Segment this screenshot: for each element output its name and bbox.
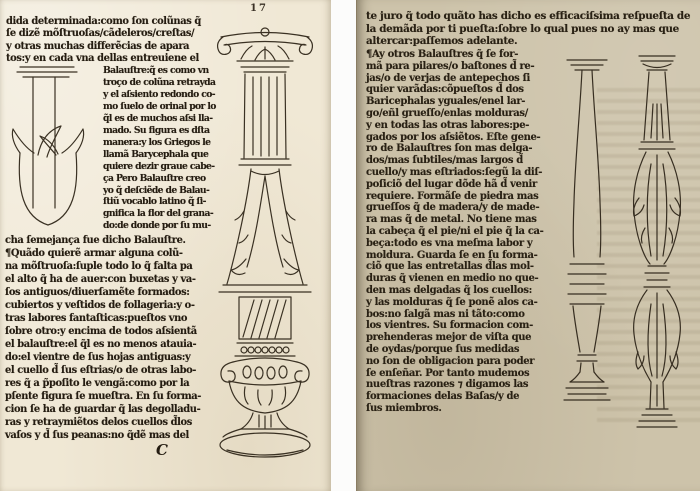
text-line: quiere dezir graue cabe- [103, 160, 215, 172]
text-line: ſus miembros. [366, 402, 442, 414]
text-line: gados por los aſsiẽtos. Eſte gene- [366, 131, 541, 143]
text-line: te juro q̃ todo quãto has dicho es efficaciſsima reſpueſta de [366, 10, 691, 22]
text-line: vaſos y d̃ ſus peanas:no q̃dẽ mas del [5, 430, 189, 441]
text-line: el cuello d̃ ſus eſtrias/o de otras labo- [5, 365, 196, 376]
text-line: cuello/y mas eſtriados:ſegũ la diſ- [366, 166, 543, 178]
text-line: prehenderas mejor de viſta que [366, 332, 532, 344]
text-line: dos/mas ſubtiles/mas largos d̃ [366, 155, 523, 167]
text-line: ra mas q̃ de metal. No tiene mas [366, 214, 537, 226]
text-line: den mas delgadas q̃ los cuellos: [366, 284, 533, 296]
text-line: duras q̃ vienen en medio no que- [366, 273, 539, 285]
text-line: tos:y en cada vna dellas entreuiene el [6, 53, 199, 65]
double-balusters-woodcut [547, 52, 697, 432]
text-line: llamã Barycephala que [103, 148, 209, 160]
text-line: requiere. Formãſe de piedra mas [366, 190, 539, 202]
text-line: yo q̃ deſciẽde de Balau- [103, 184, 210, 196]
text-line: tras labores fantaſticas:pueſtos vno [5, 313, 188, 324]
text-line: pſente figura ſe mueſtra. En ſu forma- [5, 391, 201, 402]
text-line: el balauſtre:el q̃l es no menos atauia- [5, 339, 197, 350]
text-line: q̃l es de muchos aſsi lla- [103, 112, 213, 124]
text-line: troço de colũna retrayda [103, 76, 216, 88]
text-line: do:el vientre de ſus hojas antiguas:y [5, 352, 191, 363]
left-bottom-paragraph [5, 234, 201, 442]
text-line: gnifica la flor del grana- [103, 208, 214, 220]
text-line: no ſon de obligacion para poder [366, 355, 535, 367]
text-line: do:de donde por ſu mu- [103, 220, 211, 232]
text-line: beça:todo es vna meſma labor y [366, 237, 533, 249]
text-line: manera:y los Griegos le [103, 136, 211, 148]
candelabrum-baluster-woodcut [199, 13, 332, 465]
text-line: ſos antiguos/diuerſamẽte formados: [5, 287, 190, 298]
text-line: res q̃ a p̃poſito le vengã:como por la [5, 378, 190, 389]
text-line: ¶Quãdo quierẽ armar alguna colũ- [5, 248, 183, 259]
text-line: la cabeça q̃ el pie/ni el pie q̃ la ca- [366, 225, 544, 237]
text-line: formaciones delas Baſas/y de [366, 391, 520, 403]
text-line: ¶Ay otros Balauſtres q̃ ſe for- [366, 49, 519, 60]
text-line: nueſtras razones ⁊ digamos las [366, 379, 529, 391]
text-line: altercar:paſſemos adelante. [366, 35, 518, 48]
text-line: jas/o de verjas de antepechos ſi [366, 72, 530, 84]
text-line: y el aſsiento redondo co- [103, 88, 215, 100]
text-line: mado. Su figura es dſta [103, 124, 210, 136]
text-line: ſe dizẽ mõſtruoſas/cãdeleros/creſtas/ [6, 28, 195, 40]
text-line: cubiertos y veſtidos de follageria:y o- [5, 300, 195, 311]
signature-mark: C [156, 441, 168, 459]
text-line: quier varãdas:cõpueſtos d̃ dos [366, 84, 524, 96]
folio-number: 17 [250, 3, 268, 14]
pomegranate-flower-column-woodcut [8, 60, 103, 240]
text-line: y otras muchas differẽcias de apara [6, 40, 190, 52]
text-line: ro de Balauſtres ſon mas delga- [366, 143, 533, 155]
right-column-paragraph [366, 49, 544, 415]
text-line: mo ſuelo de orinal por lo [103, 100, 216, 112]
text-line: ça Pero Balauſtre creo [103, 172, 206, 184]
text-line: ſtiũ vocablo latino q̃ ſi- [103, 196, 206, 208]
text-line: ras y retraymiẽtos delos cuellos d̃los [5, 417, 192, 428]
text-line: ſe enſeñar. Por tanto mudemos [366, 367, 530, 379]
text-line: cha ſemejança fue dicho Balauſtre. [5, 235, 186, 246]
text-line: bos:no ſalgã mas ni tãto:como [366, 308, 525, 320]
text-line: poſiciõ del lugar dõde hã d̃ venir [366, 178, 537, 190]
text-line: na mõſtruoſa:ſuple todo lo q̃ falta pa [5, 261, 193, 272]
text-line: mã para pilares/o baſtones d̃ re- [366, 60, 535, 72]
text-line: ciõ que las entretallas d̃las mol- [366, 261, 534, 273]
text-line: grueſſos q̃ de madera/y de made- [366, 202, 540, 214]
text-line: cion ſe ha de guardar q̃ las degolladu- [5, 404, 201, 415]
left-page [0, 0, 331, 491]
text-line: go/eñl grueſſo/enlas molduras/ [366, 107, 528, 119]
text-line: y las molduras q̃ ſe ponẽ alos ca- [366, 296, 538, 308]
text-line: y en todas las otras labores:pe- [366, 119, 530, 131]
text-line: de oydas/porque ſus medidas [366, 343, 520, 355]
left-top-paragraph [6, 16, 201, 66]
right-intro-paragraph [366, 10, 690, 48]
text-line: ſobre otro:y encima de todos aſsientã [5, 326, 197, 337]
text-line: los vientres. Su formacion com- [366, 320, 533, 332]
text-line: la demãda por ti pueſta:ſobre lo qual pues no ay mas que [366, 22, 679, 35]
text-line: Baricephalas yguales/enel lar- [366, 96, 526, 108]
text-line: Balauſtre:q̃ es como vn [103, 65, 209, 76]
text-line: dida determinada:como ſon colũnas q̃ [6, 16, 201, 27]
right-page [356, 0, 700, 491]
text-line: el alto q̃ ha de auer:con buxetas y va- [5, 274, 196, 285]
text-line: moldura. Guarda ſe en ſu forma- [366, 249, 538, 261]
